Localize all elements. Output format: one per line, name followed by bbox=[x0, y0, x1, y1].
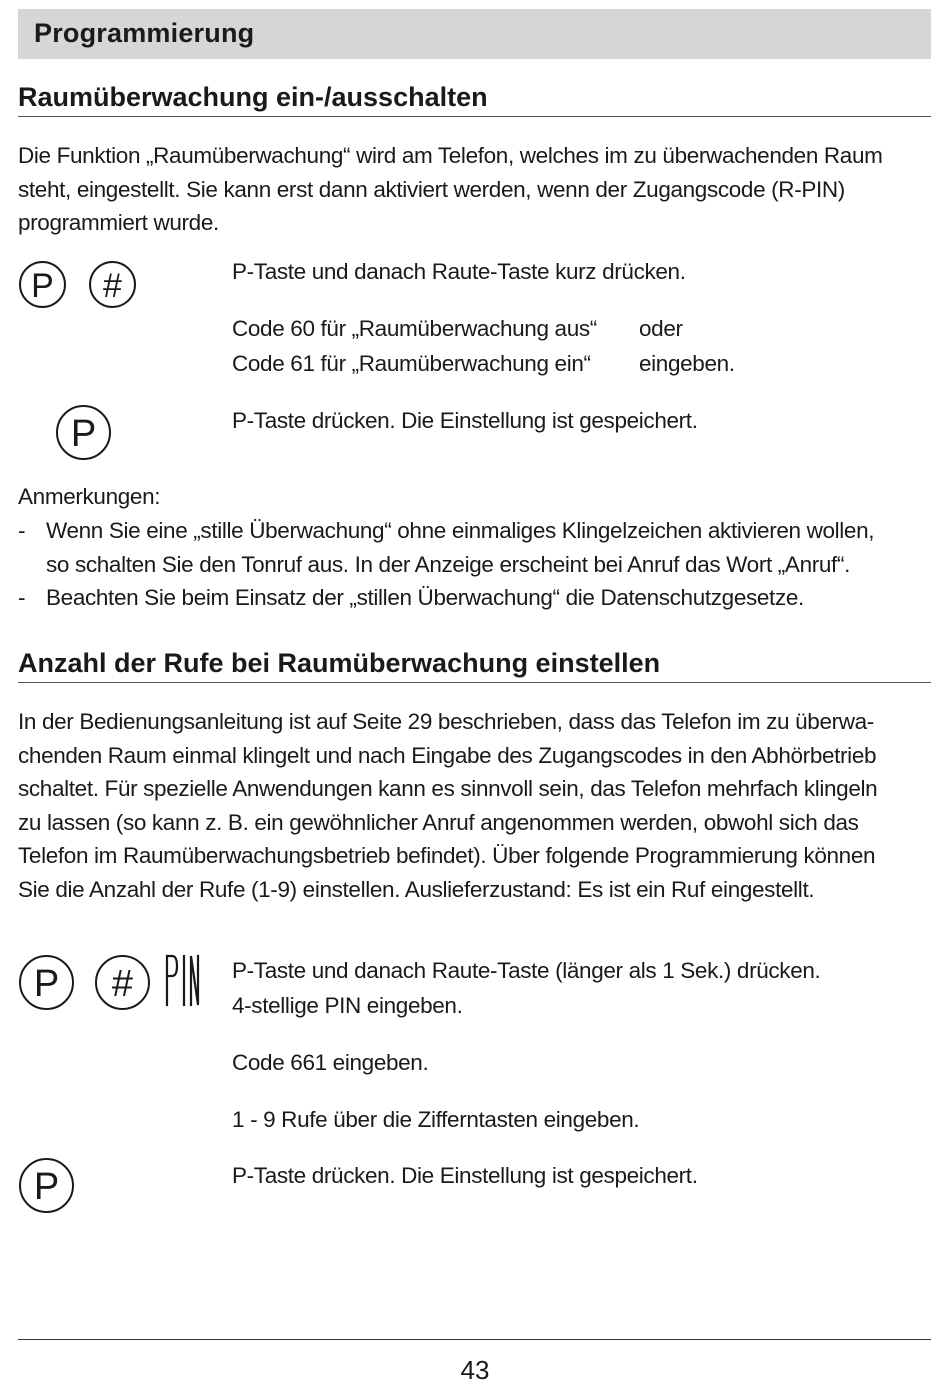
hash-key-icon: # bbox=[89, 261, 136, 308]
note-text: Beachten Sie beim Einsatz der „stillen Überwachung“ die Datenschutzgesetze. bbox=[46, 585, 804, 610]
notes-list bbox=[18, 514, 931, 614]
code-label: Code 61 für „Raumüberwachung ein“ bbox=[232, 351, 591, 376]
step-text: P-Taste und danach Raute-Taste (länger als 1 Sek.) drücken. bbox=[232, 958, 821, 983]
step-text: 1 - 9 Rufe über die Zifferntasten eingeben. bbox=[232, 1107, 640, 1132]
code-label: Code 60 für „Raumüberwachung aus“ bbox=[232, 316, 597, 341]
intro-line: Die Funktion „Raumüberwachung“ wird am Telefon, welches im zu überwachenden Raum bbox=[18, 143, 883, 168]
page-number: 43 bbox=[460, 1355, 490, 1385]
intro-line: programmiert wurde. bbox=[18, 210, 219, 235]
intro-line: steht, eingestellt. Sie kann erst dann aktiviert werden, wenn der Zugangscode (R-PIN) bbox=[18, 176, 845, 202]
step-text: P-Taste drücken. Die Einstellung ist gespeichert. bbox=[232, 1163, 698, 1188]
code-action: eingeben. bbox=[639, 351, 735, 376]
header-banner bbox=[18, 9, 931, 59]
code-table bbox=[232, 311, 832, 381]
section-2-rule bbox=[18, 682, 931, 683]
notes-title: Anmerkungen: bbox=[18, 484, 161, 509]
note-dash: - bbox=[18, 585, 26, 610]
step-text-group bbox=[232, 953, 820, 1023]
section-1-heading: Raumüberwachung ein-/ausschalten bbox=[18, 82, 488, 112]
page-header-title: Programmierung bbox=[34, 18, 255, 48]
intro-line: zu lassen (so kann z. B. ein gewöhnlicher Anruf angenommen werden, obwohl sich das bbox=[18, 809, 859, 835]
code-action: oder bbox=[639, 316, 683, 341]
step-text: 4-stellige PIN eingeben. bbox=[232, 993, 463, 1018]
footer-rule bbox=[18, 1339, 931, 1340]
step-text: Code 661 eingeben. bbox=[232, 1050, 429, 1075]
intro-line: Telefon im Raumüberwachungsbetrieb befindet). Über folgende Programmierung können bbox=[18, 843, 876, 868]
note-text: Wenn Sie eine „stille Überwachung“ ohne einmaliges Klingelzeichen aktivieren wollen, bbox=[46, 518, 875, 543]
section-2-intro bbox=[18, 705, 931, 906]
step-text: P-Taste drücken. Die Einstellung ist gespeichert. bbox=[232, 408, 698, 433]
intro-line: Sie die Anzahl der Rufe (1-9) einstellen. Auslieferzustand: Es ist ein Ruf eingestellt. bbox=[18, 876, 815, 902]
step-text: P-Taste und danach Raute-Taste kurz drücken. bbox=[232, 259, 686, 284]
section-1-intro bbox=[18, 139, 931, 240]
intro-line: In der Bedienungsanleitung ist auf Seite 29 beschrieben, dass das Telefon im zu überwa- bbox=[18, 709, 874, 734]
hash-key-icon: # bbox=[95, 955, 150, 1010]
p-key-icon: P bbox=[19, 955, 74, 1010]
section-1-rule bbox=[18, 116, 931, 117]
note-text: so schalten Sie den Tonruf aus. In der Anzeige erscheint bei Anruf das Wort „Anruf“. bbox=[46, 551, 850, 577]
note-dash: - bbox=[18, 518, 26, 543]
p-key-icon: P bbox=[56, 405, 111, 460]
p-key-icon: P bbox=[19, 1158, 74, 1213]
section-2-heading: Anzahl der Rufe bei Raumüberwachung einstellen bbox=[18, 648, 661, 678]
p-key-icon: P bbox=[19, 261, 66, 308]
intro-line: chenden Raum einmal klingelt und nach Eingabe des Zugangscodes in den Abhörbetrieb bbox=[18, 742, 877, 768]
pin-icon bbox=[163, 953, 203, 1007]
intro-line: schaltet. Für spezielle Anwendungen kann es sinnvoll sein, das Telefon mehrfach klingeln bbox=[18, 776, 878, 801]
